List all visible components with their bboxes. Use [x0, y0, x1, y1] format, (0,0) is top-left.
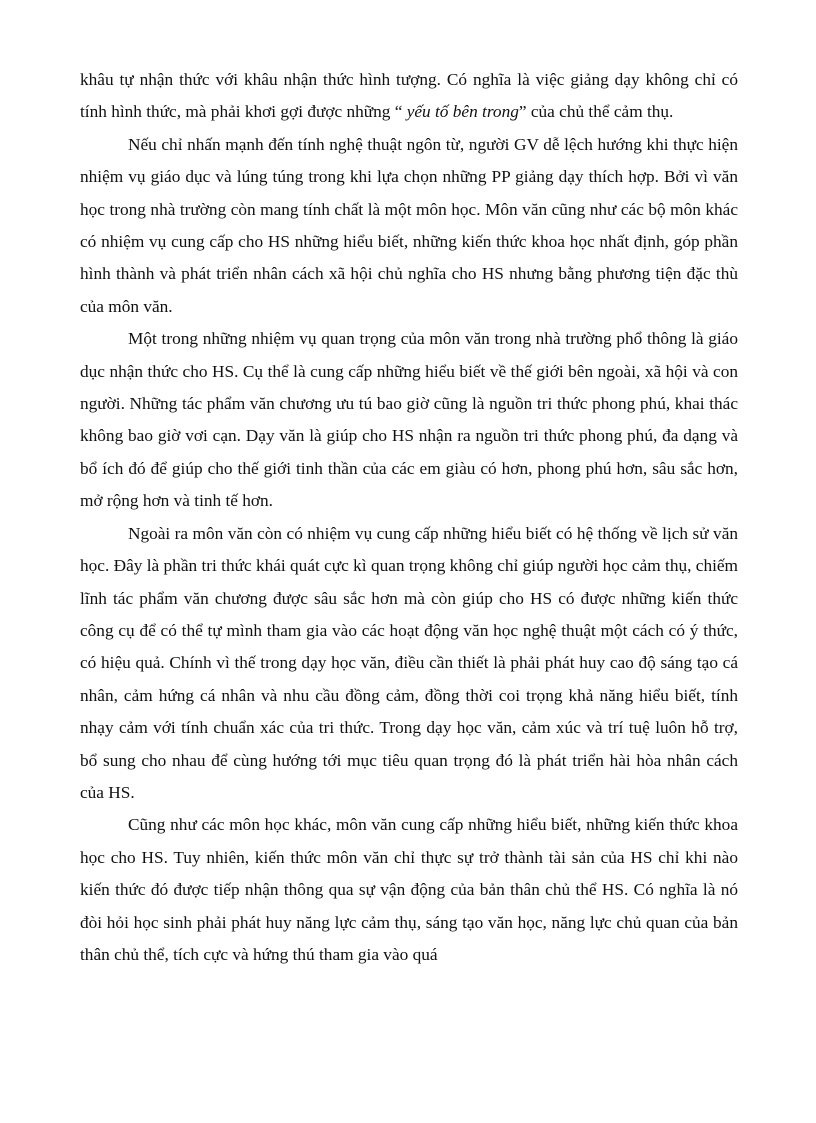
paragraph-3: Một trong những nhiệm vụ quan trọng của môn văn trong nhà trường phổ thông là giáo dục nhận thức cho HS. Cụ thể là cung cấp những hiểu biết về thế giới bên ngoài, xã hội và con người. Những tác phẩm văn chương ưu tú bao giờ cũng là nguồn tri thức phong phú, khai thác không bao giờ vơi cạn. Dạy văn là giúp cho HS nhận ra nguồn tri thức phong phú, đa dạng và bổ ích đó để giúp cho thế giới tinh thần của các em giàu có hơn, phong phú hơn, sâu sắc hơn, mở rộng hơn và tinh tế hơn.	[80, 329, 738, 511]
paragraph-1-text-before: khâu tự nhận thức với khâu nhận thức hình tượng. Có nghĩa là việc giảng dạy không chỉ có tính hình thức, mà phải khơi gợi được những “	[80, 70, 738, 122]
paragraph-1-emphasis: yếu tố bên trong	[406, 102, 519, 122]
paragraph-5: Cũng như các môn học khác, môn văn cung cấp những hiểu biết, những kiến thức khoa học cho HS. Tuy nhiên, kiến thức môn văn chỉ thực sự trở thành tài sản của HS chỉ khi nào kiến thức đó được tiếp nhận thông qua sự vận động của bản thân chủ thể HS. Có nghĩa là nó đòi hỏi học sinh phải phát huy năng lực cảm thụ, sáng tạo văn học, năng lực chủ quan của bản thân chủ thể, tích cực và hứng thú tham gia vào quá	[80, 815, 738, 964]
paragraph-1	[80, 64, 738, 129]
paragraph-4: Ngoài ra môn văn còn có nhiệm vụ cung cấp những hiểu biết có hệ thống về lịch sử văn học. Đây là phần tri thức khái quát cực kì quan trọng không chỉ giúp người học cảm thụ, chiếm lĩnh tác phẩm văn chương được sâu sắc hơn mà còn giúp cho HS có được những kiến thức công cụ để có thể tự mình tham gia vào các hoạt động văn học nghệ thuật một cách có ý thức, có hiệu quả. Chính vì thế trong dạy học văn, điều cần thiết là phải phát huy cao độ sáng tạo cá nhân, cảm hứng cá nhân và nhu cầu đồng cảm, đồng thời coi trọng khả năng hiểu biết, tính nhạy cảm với tính chuẩn xác của tri thức. Trong dạy học văn, cảm xúc và trí tuệ luôn hỗ trợ, bổ sung cho nhau để cùng hướng tới mục tiêu quan trọng đó là phát triển hài hòa nhân cách của HS.	[80, 523, 738, 802]
document-page	[80, 64, 738, 971]
paragraph-1-text-after: ” của chủ thể cảm thụ.	[518, 102, 674, 122]
paragraph-2: Nếu chỉ nhấn mạnh đến tính nghệ thuật ngôn từ, người GV dễ lệch hướng khi thực hiện nhiệm vụ giáo dục và lúng túng trong khi lựa chọn những PP giảng dạy thích hợp. Bởi vì văn học trong nhà trường còn mang tính chất là một môn học. Môn văn cũng như các bộ môn khác có nhiệm vụ cung cấp cho HS những hiểu biết, những kiến thức khoa học nhất định, góp phần hình thành và phát triển nhân cách xã hội chủ nghĩa cho HS nhưng bằng phương tiện đặc thù của môn văn.	[80, 134, 738, 316]
